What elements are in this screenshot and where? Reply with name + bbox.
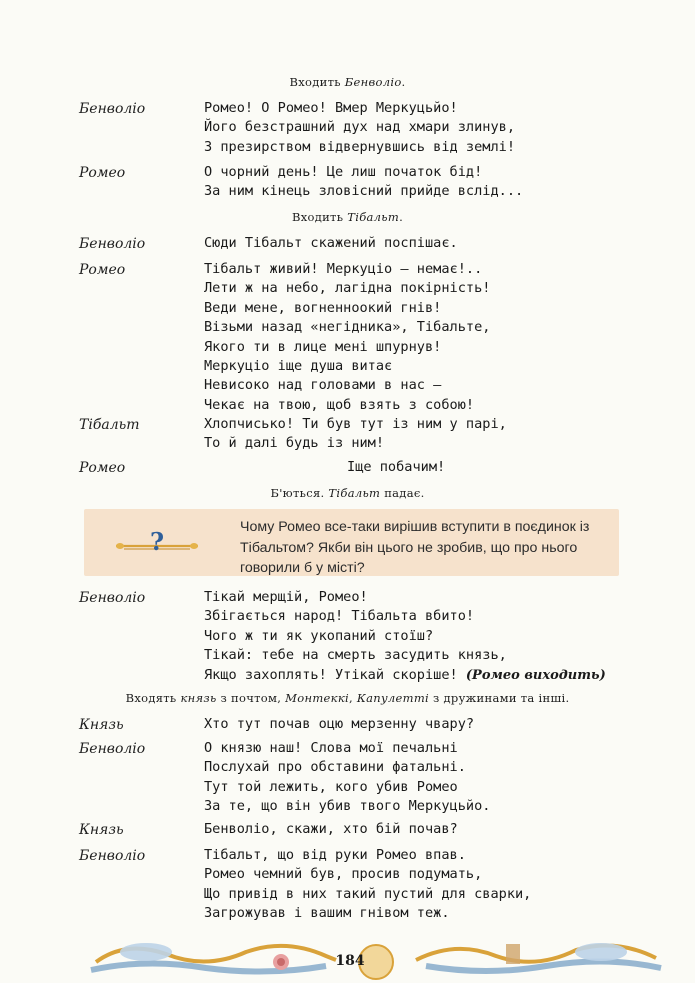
speech-lines xyxy=(204,588,684,685)
verse-line: Чекає на твою, щоб взять з собою! xyxy=(204,396,475,413)
stage-direction xyxy=(0,691,695,705)
verse-line: Веди мене, вогненноокий гнів! xyxy=(204,299,442,316)
speaker-name: Бенволіо xyxy=(79,236,146,252)
ornament-end xyxy=(190,543,198,549)
stage-direction-text: . xyxy=(401,75,406,89)
stage-direction xyxy=(0,486,695,500)
scroll-icon xyxy=(120,943,172,961)
ornament-end xyxy=(116,543,124,549)
stage-direction-text: Входить xyxy=(289,75,345,89)
speech-lines xyxy=(347,458,695,477)
ornament-scroll-right xyxy=(426,961,661,971)
inline-stage-direction: (Ромео виходить) xyxy=(465,667,606,683)
speaker-name: Бенволіо xyxy=(79,101,146,117)
question-mark-icon xyxy=(112,528,202,560)
speaker-name: Ромео xyxy=(79,165,126,181)
verse-line: Бенволіо, скажи, хто бій почав? xyxy=(204,821,458,837)
verse-line: Чого ж ти як укопаний стоїш? xyxy=(204,627,434,644)
verse-line: Тікай: тебе на смерть засудить князь, xyxy=(204,647,507,664)
verse-line: Тут той лежить, кого убив Ромео xyxy=(204,778,458,795)
verse-line: З презирством відвернувшись від землі! xyxy=(204,138,515,155)
stage-direction-character: князь xyxy=(180,691,217,705)
ship-sail-icon xyxy=(506,944,520,964)
scroll-icon xyxy=(575,943,627,961)
rose-center-icon xyxy=(277,958,285,966)
stage-direction-text: , xyxy=(348,691,357,705)
ornament-scroll-left xyxy=(91,963,326,971)
verse-line: Сюди Тібальт скажений поспішає. xyxy=(204,235,458,251)
stage-direction-text: падає. xyxy=(380,486,425,500)
verse-line: Іще побачим! xyxy=(347,459,446,475)
verse-line: Хлопчисько! Ти був тут із ним у парі, xyxy=(204,416,507,432)
verse-line: Загрожував і вашим гнівом теж. xyxy=(204,905,450,922)
verse-line: Тібальт, що від руки Ромео впав. xyxy=(204,847,466,863)
verse-line: Його безстрашний дух над хмари злинув, xyxy=(204,119,515,136)
verse-line: За ним кінець зловісний прийде вслід... xyxy=(204,183,524,200)
verse-line: Ромео чемний був, просив подумать, xyxy=(204,866,483,883)
question-text: Чому Ромео все-таки вирішив вступити в поєдинок із Тібальтом? Якби він цього не зробив, що про нього говорили б у місті? xyxy=(240,519,590,576)
verse-line: Ромео! О Ромео! Вмер Меркуцьйо! xyxy=(204,100,458,116)
verse-line: Що привід в них такий пустий для сварки, xyxy=(204,885,532,902)
speaker-name: Тібальт xyxy=(79,417,140,433)
verse-line: О чорний день! Це лиш початок бід! xyxy=(204,164,483,180)
stage-direction-character: Монтеккі xyxy=(285,691,349,705)
speech-lines xyxy=(204,846,684,924)
verse-line: Лети ж на небо, лагідна покірність! xyxy=(204,280,491,297)
verse-line: То й далі будь із ним! xyxy=(204,435,385,452)
stage-direction-text: з дружинами та інші. xyxy=(429,691,570,705)
verse-line: За те, що він убив твого Меркуцьйо. xyxy=(204,798,491,815)
speech-lines xyxy=(204,415,684,454)
speaker-name: Бенволіо xyxy=(79,741,146,757)
speaker-name: Ромео xyxy=(79,460,126,476)
speaker-name: Ромео xyxy=(79,262,126,278)
stage-direction-text: . xyxy=(399,210,404,224)
verse-line: Якого ти в лице мені шпурнув! xyxy=(204,338,442,355)
verse-line xyxy=(204,666,684,685)
verse-line: Послухай про обставини фатальні. xyxy=(204,759,466,776)
verse-line: Хто тут почав оцю мерзенну чвару? xyxy=(204,716,475,732)
speaker-name: Князь xyxy=(79,822,124,838)
question-mark-glyph: ? xyxy=(149,528,165,556)
stage-direction-character: Капулетті xyxy=(356,691,430,705)
verse-line: Невисоко над головами в нас — xyxy=(204,377,442,394)
speech-lines xyxy=(204,715,684,734)
speaker-name: Бенволіо xyxy=(79,848,146,864)
stage-direction-text: Входять xyxy=(125,691,181,705)
stage-direction xyxy=(0,75,695,89)
speaker-name: Бенволіо xyxy=(79,590,146,606)
stage-direction xyxy=(0,210,695,224)
speech-lines xyxy=(204,739,684,817)
speech-lines xyxy=(204,820,684,839)
stage-direction-text: Б'ються. xyxy=(270,486,329,500)
stage-direction-character: Бенволіо xyxy=(344,75,402,89)
page-number: 184 xyxy=(335,953,365,969)
stage-direction-character: Тібальт xyxy=(328,486,381,500)
speech-lines xyxy=(204,163,684,202)
verse-line: О князю наш! Слова мої печальні xyxy=(204,740,458,756)
speech-lines xyxy=(204,234,684,253)
verse-line: Меркуціо іще душа витає xyxy=(204,358,393,375)
verse-line: Тікай мерщій, Ромео! xyxy=(204,589,368,605)
speech-lines xyxy=(204,260,684,415)
verse-line: Збігається народ! Тібальта вбито! xyxy=(204,608,475,625)
verse-line: Тібальт живий! Меркуціо — немає!.. xyxy=(204,261,483,277)
stage-direction-text: Входить xyxy=(291,210,348,224)
speaker-name: Князь xyxy=(79,717,124,733)
verse-line-text: Якщо захоплять! Утікай скоріше! xyxy=(204,666,458,683)
stage-direction-character: Тібальт xyxy=(347,210,400,224)
verse-line: Візьми назад «негідника», Тібальте, xyxy=(204,319,491,336)
stage-direction-text: з почтом, xyxy=(216,691,286,705)
speech-lines xyxy=(204,99,684,157)
